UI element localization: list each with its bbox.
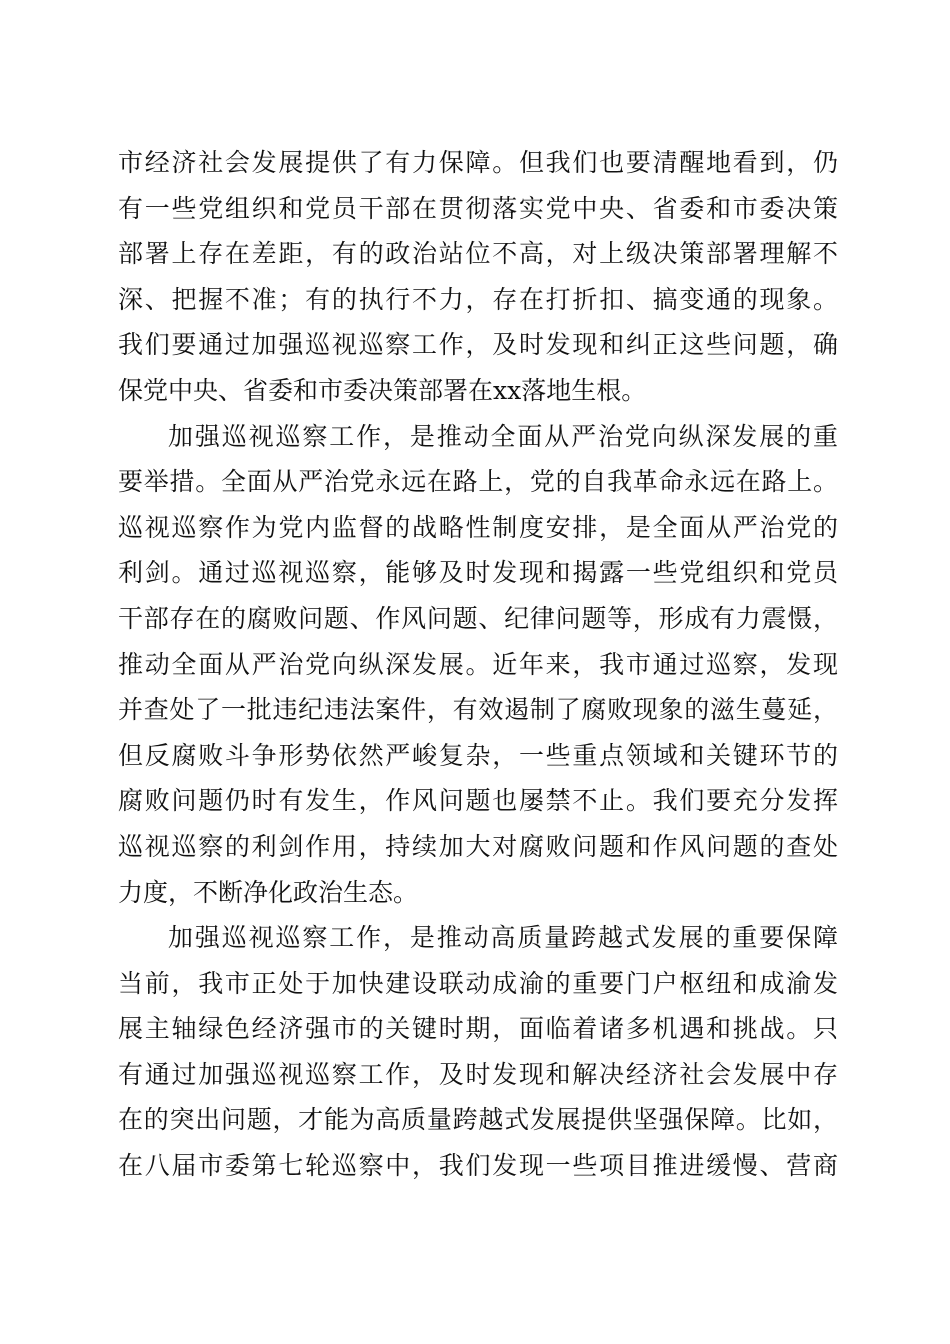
text-line: 推动全面从严治党向纵深发展。近年来，我市通过巡察，发现 bbox=[118, 649, 838, 679]
text-line: 但反腐败斗争形势依然严峻复杂，一些重点领域和关键环节的 bbox=[118, 740, 838, 770]
text-line: 有通过加强巡视巡察工作，及时发现和解决经济社会发展中存 bbox=[118, 1059, 838, 1089]
text-line: 在八届市委第七轮巡察中，我们发现一些项目推进缓慢、营商 bbox=[118, 1151, 838, 1181]
text-line: 干部存在的腐败问题、作风问题、纪律问题等，形成有力震慑， bbox=[118, 603, 838, 633]
paragraph-first-line: 加强巡视巡察工作，是推动全面从严治党向纵深发展的重 bbox=[168, 421, 838, 451]
text-line: 力度，不断净化政治生态。 bbox=[118, 877, 419, 907]
text-line: 巡视巡察的利剑作用，持续加大对腐败问题和作风问题的查处 bbox=[118, 831, 838, 861]
text-line: 并查处了一批违纪违法案件，有效遏制了腐败现象的滋生蔓延， bbox=[118, 695, 838, 725]
text-line: 巡视巡察作为党内监督的战略性制度安排，是全面从严治党的 bbox=[118, 512, 838, 542]
body-text bbox=[118, 140, 838, 1189]
text-line: 保党中央、省委和市委决策部署在xx落地生根。 bbox=[118, 375, 647, 405]
text-line: 要举措。全面从严治党永远在路上，党的自我革命永远在路上。 bbox=[118, 467, 838, 497]
text-line: 腐败问题仍时有发生，作风问题也屡禁不止。我们要充分发挥 bbox=[118, 786, 838, 816]
text-line: 我们要通过加强巡视巡察工作，及时发现和纠正这些问题，确 bbox=[118, 330, 838, 360]
text-line: 深、把握不准；有的执行不力，存在打折扣、搞变通的现象。 bbox=[118, 284, 838, 314]
paragraph-first-line: 加强巡视巡察工作，是推动高质量跨越式发展的重要保障 bbox=[168, 923, 838, 953]
text-line: 展主轴绿色经济强市的关键时期，面临着诸多机遇和挑战。只 bbox=[118, 1014, 838, 1044]
text-line: 部署上存在差距，有的政治站位不高，对上级决策部署理解不 bbox=[118, 239, 838, 269]
text-line: 市经济社会发展提供了有力保障。但我们也要清醒地看到，仍 bbox=[118, 148, 838, 177]
text-line: 有一些党组织和党员干部在贯彻落实党中央、省委和市委决策 bbox=[118, 193, 838, 223]
text-line: 当前，我市正处于加快建设联动成渝的重要门户枢纽和成渝发 bbox=[118, 968, 838, 998]
text-line: 利剑。通过巡视巡察，能够及时发现和揭露一些党组织和党员 bbox=[118, 558, 838, 588]
text-line: 在的突出问题，才能为高质量跨越式发展提供坚强保障。比如， bbox=[118, 1105, 838, 1135]
